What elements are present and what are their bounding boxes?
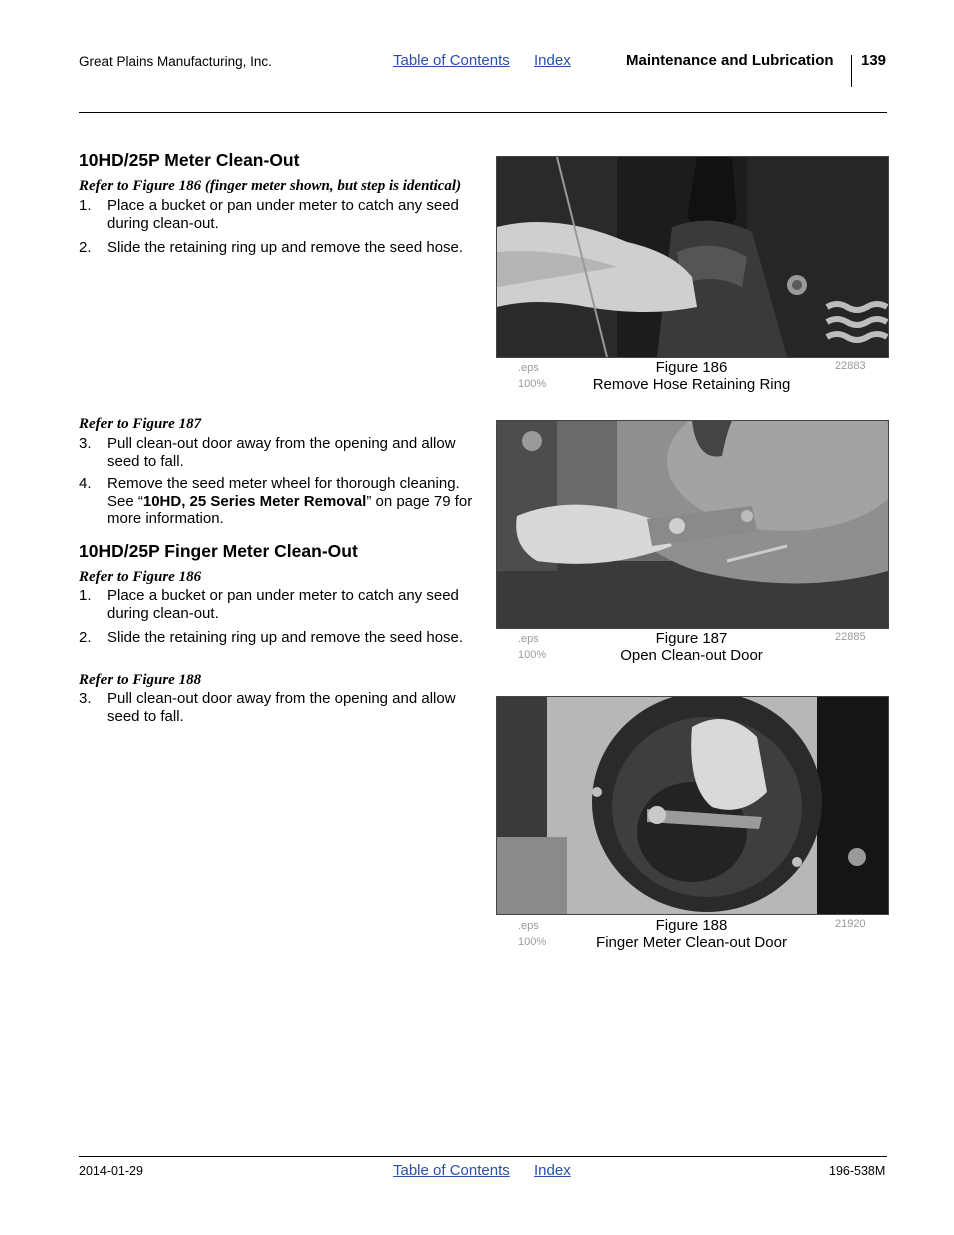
step-text: Place a bucket or pan under meter to catch any seed during clean-out.	[107, 197, 459, 232]
section1-heading: 10HD/25P Meter Clean-Out	[79, 150, 300, 170]
section2-heading: 10HD/25P Finger Meter Clean-Out	[79, 541, 358, 561]
company-name: Great Plains Manufacturing, Inc.	[79, 54, 272, 69]
footer-rule	[79, 1156, 887, 1157]
figure-188-id: 21920	[835, 918, 866, 930]
step-text: Place a bucket or pan under meter to catch any seed during clean-out.	[107, 587, 459, 622]
step-number: 3.	[79, 435, 92, 452]
step-2	[79, 629, 479, 647]
step-text: Pull clean-out door away from the opening and allow seed to fall.	[107, 690, 456, 725]
hose-retaining-ring-photo	[497, 157, 888, 357]
figure-186-meta: .eps 100%	[518, 362, 547, 390]
figure-188-meta: .eps 100%	[518, 920, 547, 948]
step-text: Slide the retaining ring up and remove the seed hose.	[107, 239, 464, 256]
header-divider	[851, 55, 852, 87]
step-text: Pull clean-out door away from the opening and allow seed to fall.	[107, 435, 456, 470]
index-link-footer[interactable]: Index	[534, 1162, 571, 1179]
clean-out-door-photo	[497, 421, 888, 628]
figure-186-caption: Figure 186 Remove Hose Retaining Ring	[592, 359, 791, 393]
step-number: 1.	[79, 587, 92, 604]
index-link-header[interactable]: Index	[534, 52, 571, 69]
figure-187-photo	[496, 420, 889, 629]
figure-186-id: 22883	[835, 360, 866, 372]
step-2	[79, 239, 479, 257]
figure-188-caption: Figure 188 Finger Meter Clean-out Door	[596, 917, 787, 951]
figure-187-id: 22885	[835, 631, 866, 643]
section-title-header: Maintenance and Lubrication	[626, 52, 834, 69]
header-rule	[79, 112, 887, 113]
toc-link-footer[interactable]: Table of Contents	[393, 1162, 510, 1179]
step-text: Slide the retaining ring up and remove the seed hose.	[107, 629, 464, 646]
refer-figure-186-note: Refer to Figure 186 (finger meter shown, but step is identical)	[79, 178, 462, 194]
toc-link-header[interactable]: Table of Contents	[393, 52, 510, 69]
step-4	[79, 475, 479, 528]
step-1	[79, 587, 479, 622]
step-1	[79, 197, 479, 232]
step-number: 2.	[79, 629, 92, 646]
step-3	[79, 435, 479, 470]
step-number: 3.	[79, 690, 92, 707]
footer-date: 2014-01-29	[79, 1164, 143, 1178]
figure-188-photo	[496, 696, 889, 915]
meter-removal-reference[interactable]: 10HD, 25 Series Meter Removal	[142, 492, 367, 510]
finger-meter-door-photo	[497, 697, 888, 914]
page-number: 139	[861, 52, 887, 69]
document-number: 196-538M	[829, 1164, 886, 1178]
figure-186-photo	[496, 156, 889, 358]
step-number: 2.	[79, 239, 92, 256]
refer-figure-186: Refer to Figure 186	[79, 569, 202, 585]
step-number: 1.	[79, 197, 92, 214]
step-3	[79, 690, 479, 725]
refer-figure-188: Refer to Figure 188	[79, 672, 202, 688]
figure-187-meta: .eps 100%	[518, 633, 547, 661]
refer-figure-187: Refer to Figure 187	[79, 416, 202, 432]
step-text: Remove the seed meter wheel for thorough cleaning. See “10HD, 25 Series Meter Removal” on page 79 for more information.	[107, 475, 473, 527]
figure-187-caption: Figure 187 Open Clean-out Door	[620, 630, 763, 664]
step-number: 4.	[79, 475, 92, 492]
